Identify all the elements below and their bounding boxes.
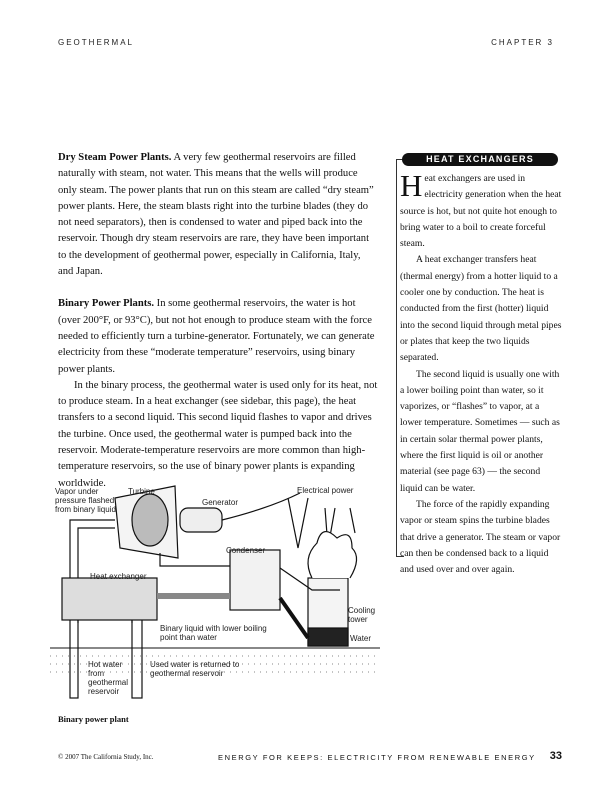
condenser — [230, 550, 280, 610]
return-well — [132, 618, 142, 698]
sidebar-title: HEAT EXCHANGERS — [402, 153, 558, 166]
label-vapor: Vapor under pressure flashed from binary liquid — [55, 487, 116, 514]
paragraph-binary-process: In the binary process, the geothermal water is used only for its heat, not to produce steam. In a heat exchanger (see sidebar, this page), the heat transfers to a second liquid. This second liquid flashes to vapor and drives the turbine. Once used, the geothermal water is pumped back into the reservoir. Moderate-temperature reservoirs are more common than high-temperature reservoirs, so the use of binary power plants is expanding worldwide. — [58, 379, 378, 489]
tower-water — [308, 628, 348, 646]
label-heat-exchanger: Heat exchanger — [90, 572, 147, 581]
figure-caption: Binary power plant — [58, 714, 129, 724]
label-generator: Generator — [202, 498, 239, 507]
drop-cap: H — [400, 168, 423, 203]
steam-cloud — [308, 532, 357, 578]
paragraph-binary — [58, 296, 378, 377]
vapor-pipe — [70, 520, 115, 578]
hot-water-well — [70, 618, 78, 698]
water-return-pipe — [280, 598, 308, 638]
label-turbine: Turbine — [128, 487, 155, 496]
label-cooling-tower: Cooling tower — [348, 606, 376, 624]
sidebar-p4: The force of the rapidly expanding vapor or steam spins the turbine blades that drive a generator. The steam or vapor can then be condensed back to a liquid and used over and over again. — [400, 498, 561, 576]
running-header-section: GEOTHERMAL — [58, 38, 135, 47]
generator — [180, 508, 222, 532]
sidebar-text — [400, 168, 562, 578]
label-electrical-power: Electrical power — [297, 486, 354, 495]
label-binary-liquid: Binary liquid with lower boiling point than water — [160, 624, 267, 642]
page-number: 33 — [549, 750, 562, 762]
sidebar-rule — [396, 159, 397, 557]
running-header-chapter: CHAPTER 3 — [491, 38, 554, 47]
label-condenser: Condenser — [226, 546, 266, 555]
label-water: Water — [350, 634, 372, 643]
binary-power-plant-diagram — [50, 478, 380, 703]
paragraph-dry-steam — [58, 150, 378, 280]
turbine-blades — [132, 494, 168, 546]
sidebar-p1: eat exchangers are used in electricity generation when the heat source is hot, but not quite hot enough to bring water to a boil to create forceful steam. — [400, 173, 562, 250]
main-column — [58, 150, 378, 492]
binary-body: In some geothermal reservoirs, the water is hot (over 200°F, or 93°C), but not hot enough to produce steam with the force needed to efficiently turn a turbine-generator. Fortunately, we can generate electricity from these “moderate temperature” reservoirs, using binary power plants. — [58, 298, 375, 375]
dry-steam-body: A very few geothermal reservoirs are filled naturally with steam, not water. This means that the wells will produce only steam. The power plants that run on this steam are called “dry steam” power plants. Here, the steam blasts right into the turbine blades (they do not need separators), then is condensed to water and piped back into the reservoir. Though dry steam reservoirs are rare, they have been important to the development of geothermal power, especially in California, Italy, and Japan. — [58, 152, 374, 278]
footer-copyright: © 2007 The California Study, Inc. — [58, 753, 154, 761]
heat-exchanger — [62, 578, 157, 620]
heading-binary: Binary Power Plants. — [58, 298, 155, 310]
heading-dry-steam: Dry Steam Power Plants. — [58, 152, 172, 163]
footer-book-title: ENERGY FOR KEEPS: ELECTRICITY FROM RENEWABLE ENERGY — [218, 753, 536, 762]
sidebar-p3: The second liquid is usually one with a lower boiling point than water, so it vaporizes, or “flashes” to vapor, at a lower temperature. Sometimes — such as in certain solar thermal power plants, where the first liquid is oil or another material (see page 63) — the second liquid can be water. — [400, 368, 560, 494]
label-hot-water: Hot water from geothermal reservoir — [88, 660, 129, 696]
sidebar-p2: A heat exchanger transfers heat (thermal energy) from a hotter liquid to a cooler one by conduction. The heat is conducted from the first (hotter) liquid into the second liquid through metal pipes or plates that keep the two liquids separated. — [400, 254, 562, 364]
label-used-water: Used water is returned to geothermal reservoir — [150, 660, 240, 678]
